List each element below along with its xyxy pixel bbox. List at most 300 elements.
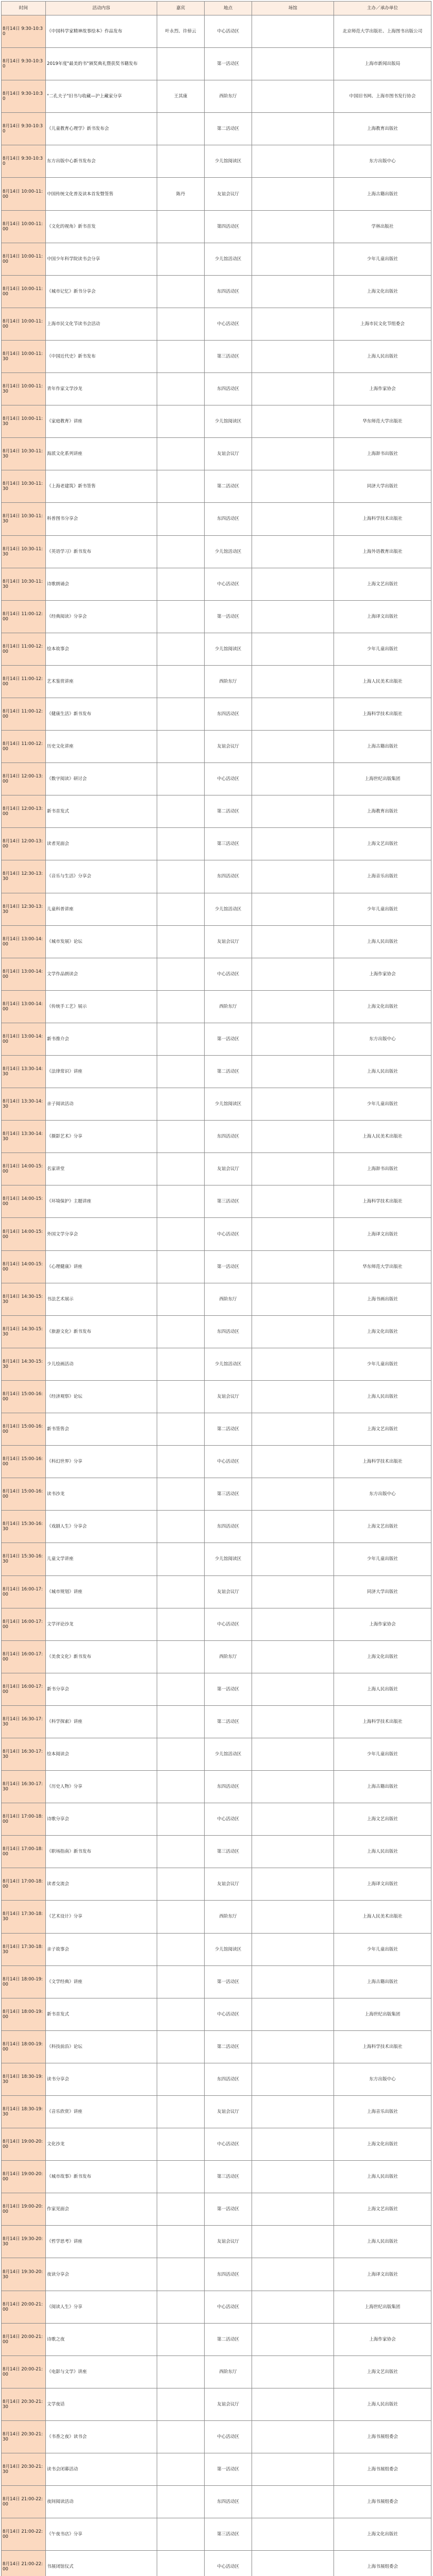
table-row [2, 210, 431, 243]
cell-time: 8月14日 17:30-18:30 [2, 1933, 46, 1965]
cell-venue [252, 535, 334, 568]
cell-guests [157, 860, 205, 893]
cell-organizer: 东方出版中心 [334, 1023, 431, 1055]
cell-venue [252, 405, 334, 438]
cell-venue [252, 470, 334, 503]
cell-activity: 2019年度"最美的书"颁奖典礼暨获奖书籍发布 [46, 48, 157, 80]
cell-organizer: 上海人民出版社 [334, 1836, 431, 1868]
cell-organizer: 上海人民出版社 [334, 340, 431, 372]
cell-location: 第一活动区 [205, 48, 252, 80]
cell-time: 8月14日 19:00-20:00 [2, 2193, 46, 2226]
cell-time: 8月14日 12:00-13:00 [2, 828, 46, 860]
cell-guests [157, 1933, 205, 1965]
cell-time: 8月14日 10:00-11:00 [2, 210, 46, 243]
cell-activity: 《科学探索》讲座 [46, 1705, 157, 1738]
table-row [2, 145, 431, 178]
cell-guests [157, 470, 205, 503]
cell-guests [157, 633, 205, 665]
cell-guests [157, 2096, 205, 2128]
cell-organizer: 上海文艺出版社 [334, 828, 431, 860]
cell-guests [157, 828, 205, 860]
cell-venue [252, 2486, 334, 2518]
table-row [2, 1705, 431, 1738]
cell-activity: 儿童文学讲座 [46, 1543, 157, 1575]
cell-time: 8月14日 21:00-22:00 [2, 2518, 46, 2551]
cell-activity: 《旅游文化》新书发布 [46, 1315, 157, 1348]
cell-location: 友谊会议厅 [205, 2226, 252, 2258]
table-row [2, 2388, 431, 2420]
cell-location: 友谊会议厅 [205, 438, 252, 470]
cell-guests [157, 1901, 205, 1933]
cell-organizer: 少年儿童出版社 [334, 893, 431, 925]
cell-venue [252, 373, 334, 405]
cell-guests [157, 340, 205, 372]
cell-activity: 《音乐与生活》分享会 [46, 860, 157, 893]
table-row [2, 1543, 431, 1575]
cell-time: 8月14日 9:30-10:30 [2, 145, 46, 178]
cell-venue [252, 1868, 334, 1901]
cell-time: 8月14日 10:00-11:30 [2, 340, 46, 372]
cell-venue [252, 1413, 334, 1446]
cell-venue [252, 80, 334, 113]
cell-activity: 读者见面会 [46, 828, 157, 860]
cell-venue [252, 2518, 334, 2551]
cell-activity: 文学作品朗读会 [46, 958, 157, 990]
cell-activity: 《职场指南》新书发布 [46, 1836, 157, 1868]
cell-location: 东四活动区 [205, 373, 252, 405]
cell-activity: 书法艺术展示 [46, 1283, 157, 1315]
cell-venue [252, 1771, 334, 1803]
table-row [2, 1901, 431, 1933]
cell-venue [252, 1088, 334, 1121]
table-row [2, 2486, 431, 2518]
cell-guests [157, 568, 205, 600]
cell-guests [157, 210, 205, 243]
table-row [2, 1218, 431, 1250]
cell-activity: 名家讲堂 [46, 1153, 157, 1185]
cell-organizer: 上海人民美术出版社 [334, 1901, 431, 1933]
cell-time: 8月14日 10:00-11:30 [2, 373, 46, 405]
table-row [2, 990, 431, 1023]
cell-organizer: 上海市民文化节组委会 [334, 308, 431, 340]
cell-venue [252, 763, 334, 795]
cell-time: 8月14日 15:30-16:30 [2, 1543, 46, 1575]
cell-venue [252, 1283, 334, 1315]
cell-venue [252, 503, 334, 535]
cell-location: 东四活动区 [205, 2258, 252, 2291]
cell-location: 西阶东厅 [205, 2355, 252, 2388]
cell-location: 中心活动区 [205, 568, 252, 600]
cell-location: 第三活动区 [205, 828, 252, 860]
cell-time: 8月14日 19:30-20:30 [2, 2226, 46, 2258]
cell-guests [157, 795, 205, 828]
cell-venue [252, 1023, 334, 1055]
cell-location: 中心活动区 [205, 1608, 252, 1640]
cell-time: 8月14日 20:00-21:00 [2, 2355, 46, 2388]
cell-time: 8月14日 10:30-11:30 [2, 438, 46, 470]
table-row [2, 860, 431, 893]
cell-activity: 读书会闭幕活动 [46, 2453, 157, 2486]
cell-venue [252, 1511, 334, 1543]
cell-venue [252, 665, 334, 698]
table-row [2, 1056, 431, 1088]
cell-venue [252, 1153, 334, 1185]
cell-location: 第三活动区 [205, 2518, 252, 2551]
cell-time: 8月14日 14:00-15:00 [2, 1250, 46, 1283]
cell-activity: 青年作家文学沙龙 [46, 373, 157, 405]
cell-location: 中心活动区 [205, 15, 252, 48]
table-row [2, 470, 431, 503]
table-row [2, 2030, 431, 2063]
table-row [2, 178, 431, 210]
cell-location: 第三活动区 [205, 340, 252, 372]
cell-guests [157, 1121, 205, 1153]
cell-activity: 历史文化讲座 [46, 731, 157, 763]
table-row [2, 2518, 431, 2551]
cell-organizer: 上海文艺出版社 [334, 2355, 431, 2388]
cell-location: 西阶东厅 [205, 80, 252, 113]
cell-time: 8月14日 17:00-18:00 [2, 1836, 46, 1868]
cell-activity: 《经济观察》论坛 [46, 1380, 157, 1413]
cell-organizer: 上海人民出版社 [334, 1380, 431, 1413]
cell-guests [157, 2226, 205, 2258]
cell-guests [157, 405, 205, 438]
cell-organizer: 上海人民美术出版社 [334, 1121, 431, 1153]
cell-venue [252, 2420, 334, 2453]
cell-organizer: 少年儿童出版社 [334, 1088, 431, 1121]
cell-guests [157, 665, 205, 698]
cell-time: 8月14日 9:30-10:30 [2, 48, 46, 80]
cell-guests [157, 1088, 205, 1121]
cell-time: 8月14日 11:00-12:00 [2, 600, 46, 633]
cell-location: 少儿馆活动区 [205, 893, 252, 925]
cell-activity: 《英语学习》新书发布 [46, 535, 157, 568]
cell-guests [157, 1218, 205, 1250]
cell-location: 少儿馆活动区 [205, 243, 252, 275]
cell-organizer: 上海文艺出版社 [334, 568, 431, 600]
cell-location: 东四活动区 [205, 1121, 252, 1153]
cell-venue [252, 828, 334, 860]
cell-guests [157, 2030, 205, 2063]
table-row [2, 1640, 431, 1673]
cell-location: 东四活动区 [205, 275, 252, 308]
cell-time: 8月14日 17:30-18:30 [2, 1901, 46, 1933]
cell-time: 8月14日 18:00-19:00 [2, 1998, 46, 2030]
table-row [2, 1868, 431, 1901]
cell-venue [252, 1543, 334, 1575]
cell-organizer: 上海文艺出版社 [334, 1413, 431, 1446]
cell-location: 东四活动区 [205, 2063, 252, 2095]
cell-organizer: 华东师范大学出版社 [334, 1250, 431, 1283]
cell-guests [157, 2063, 205, 2095]
cell-venue [252, 2323, 334, 2355]
table-row [2, 1998, 431, 2030]
cell-guests: 陈丹 [157, 178, 205, 210]
cell-organizer: 上海人民出版社 [334, 2226, 431, 2258]
table-row [2, 1511, 431, 1543]
table-row [2, 1348, 431, 1380]
cell-activity: 儿童科普讲座 [46, 893, 157, 925]
cell-activity: 诗歌朗诵会 [46, 568, 157, 600]
cell-location: 西阶东厅 [205, 1640, 252, 1673]
cell-guests [157, 535, 205, 568]
cell-venue [252, 568, 334, 600]
cell-location: 第一活动区 [205, 2453, 252, 2486]
cell-guests [157, 1543, 205, 1575]
cell-activity: 外国文学分享会 [46, 1218, 157, 1250]
cell-location: 东四活动区 [205, 698, 252, 730]
cell-venue [252, 1380, 334, 1413]
cell-time: 8月14日 14:30-15:30 [2, 1283, 46, 1315]
cell-organizer: 上海译文出版社 [334, 1868, 431, 1901]
cell-time: 8月14日 15:00-16:00 [2, 1478, 46, 1511]
cell-location: 第一活动区 [205, 600, 252, 633]
cell-location: 少儿馆阅读区 [205, 1933, 252, 1965]
table-row [2, 925, 431, 958]
table-row [2, 1283, 431, 1315]
table-row [2, 665, 431, 698]
cell-activity: 《数字阅读》研讨会 [46, 763, 157, 795]
cell-guests [157, 925, 205, 958]
cell-guests [157, 1153, 205, 1185]
cell-activity: 绘本阅读会 [46, 1738, 157, 1770]
cell-organizer: 上海科学技术出版社 [334, 1705, 431, 1738]
cell-organizer: 上海古籍出版社 [334, 1965, 431, 1998]
cell-organizer: 上海译文出版社 [334, 1218, 431, 1250]
cell-guests [157, 2486, 205, 2518]
cell-organizer: 上海人民出版社 [334, 2161, 431, 2193]
cell-venue [252, 795, 334, 828]
table-row [2, 698, 431, 730]
cell-location: 东四活动区 [205, 2486, 252, 2518]
cell-venue [252, 1315, 334, 1348]
cell-location: 少儿馆活动区 [205, 535, 252, 568]
cell-location: 东四活动区 [205, 1511, 252, 1543]
cell-activity: 艺术鉴赏讲座 [46, 665, 157, 698]
cell-venue [252, 438, 334, 470]
cell-guests [157, 1315, 205, 1348]
cell-activity: 新书首发式 [46, 1998, 157, 2030]
cell-time: 8月14日 12:30-13:30 [2, 860, 46, 893]
cell-activity: 《艺术设计》分享 [46, 1901, 157, 1933]
cell-time: 8月14日 11:00-12:00 [2, 698, 46, 730]
cell-venue [252, 1056, 334, 1088]
cell-venue [252, 958, 334, 990]
cell-activity: 《上海老建筑》新书签售 [46, 470, 157, 503]
cell-activity: 读书沙龙 [46, 1478, 157, 1511]
table-row [2, 893, 431, 925]
cell-venue [252, 2551, 334, 2576]
cell-location: 少儿馆阅读区 [205, 633, 252, 665]
cell-organizer: 上海文艺出版社 [334, 1803, 431, 1836]
cell-location: 第二活动区 [205, 2030, 252, 2063]
cell-activity: 夜读分享会 [46, 2258, 157, 2291]
cell-guests [157, 373, 205, 405]
cell-location: 第三活动区 [205, 1185, 252, 1218]
cell-location: 友谊会议厅 [205, 925, 252, 958]
table-row [2, 1380, 431, 1413]
cell-location: 中心活动区 [205, 1998, 252, 2030]
cell-time: 8月14日 20:30-21:30 [2, 2388, 46, 2420]
cell-time: 8月14日 10:00-11:00 [2, 308, 46, 340]
cell-activity: 《电影与文学》讲座 [46, 2355, 157, 2388]
cell-guests [157, 1056, 205, 1088]
cell-time: 8月14日 10:00-11:30 [2, 405, 46, 438]
cell-location: 第二活动区 [205, 1413, 252, 1446]
cell-activity: 《书香之夜》读书会 [46, 2420, 157, 2453]
cell-venue [252, 15, 334, 48]
cell-location: 第一活动区 [205, 1023, 252, 1055]
table-row [2, 731, 431, 763]
header-organizer: 主办／承办单位 [334, 2, 431, 15]
cell-location: 西阶东厅 [205, 1901, 252, 1933]
cell-time: 8月14日 13:30-14:30 [2, 1056, 46, 1088]
cell-guests [157, 1478, 205, 1511]
cell-guests [157, 1413, 205, 1446]
table-row [2, 2551, 431, 2576]
cell-location: 少儿馆阅读区 [205, 1088, 252, 1121]
cell-guests [157, 1965, 205, 1998]
table-row [2, 1933, 431, 1965]
header-guests: 嘉宾 [157, 2, 205, 15]
table-row [2, 275, 431, 308]
cell-activity: 《儿童教育心理学》新书发布会 [46, 113, 157, 145]
cell-guests [157, 308, 205, 340]
cell-time: 8月14日 12:00-13:00 [2, 763, 46, 795]
table-row [2, 2323, 431, 2355]
table-row [2, 308, 431, 340]
cell-organizer: 上海文化出版社 [334, 2128, 431, 2161]
cell-organizer: 上海人民美术出版社 [334, 665, 431, 698]
cell-venue [252, 178, 334, 210]
table-row [2, 2063, 431, 2095]
cell-location: 西阶东厅 [205, 1283, 252, 1315]
cell-activity: 文学评论沙龙 [46, 1608, 157, 1640]
cell-activity: 《摄影艺术》分享 [46, 1121, 157, 1153]
cell-venue [252, 243, 334, 275]
cell-location: 友谊会议厅 [205, 1153, 252, 1185]
cell-time: 8月14日 10:30-11:30 [2, 568, 46, 600]
cell-time: 8月14日 13:00-14:00 [2, 925, 46, 958]
cell-guests: 王其康 [157, 80, 205, 113]
cell-organizer: 东方出版中心 [334, 145, 431, 178]
cell-time: 8月14日 11:00-12:00 [2, 633, 46, 665]
table-row [2, 828, 431, 860]
cell-activity: 新书分享会 [46, 1673, 157, 1705]
cell-location: 第三活动区 [205, 1478, 252, 1511]
cell-guests [157, 2258, 205, 2291]
cell-guests [157, 893, 205, 925]
cell-activity: 《健康生活》新书发布 [46, 698, 157, 730]
cell-time: 8月14日 12:30-13:30 [2, 893, 46, 925]
cell-activity: 少儿绘画活动 [46, 1348, 157, 1380]
cell-time: 8月14日 10:00-11:00 [2, 243, 46, 275]
cell-activity: 《科技前沿》论坛 [46, 2030, 157, 2063]
cell-venue [252, 1478, 334, 1511]
cell-guests [157, 731, 205, 763]
table-row [2, 2161, 431, 2193]
cell-location: 东四活动区 [205, 860, 252, 893]
table-row [2, 2355, 431, 2388]
cell-venue [252, 2030, 334, 2063]
cell-venue [252, 1836, 334, 1868]
table-row [2, 48, 431, 80]
cell-venue [252, 1933, 334, 1965]
cell-venue [252, 48, 334, 80]
table-row [2, 1965, 431, 1998]
cell-organizer: 上海古籍出版社 [334, 178, 431, 210]
cell-guests [157, 2323, 205, 2355]
cell-venue [252, 1640, 334, 1673]
cell-activity: 《家庭教育》讲座 [46, 405, 157, 438]
cell-organizer: 学林出版社 [334, 210, 431, 243]
cell-venue [252, 1705, 334, 1738]
cell-activity: 《城市发展》论坛 [46, 925, 157, 958]
cell-time: 8月14日 13:30-14:30 [2, 1121, 46, 1153]
cell-activity: 亲子阅读活动 [46, 1088, 157, 1121]
cell-activity: 《科幻世界》分享 [46, 1446, 157, 1478]
cell-guests [157, 1836, 205, 1868]
cell-guests [157, 1283, 205, 1315]
cell-guests [157, 1446, 205, 1478]
cell-time: 8月14日 16:00-17:00 [2, 1673, 46, 1705]
cell-location: 中心活动区 [205, 1218, 252, 1250]
table-row [2, 568, 431, 600]
cell-organizer: 上海书展组委会 [334, 2420, 431, 2453]
cell-location: 第一活动区 [205, 2193, 252, 2226]
cell-guests [157, 2551, 205, 2576]
table-row [2, 535, 431, 568]
cell-guests [157, 1348, 205, 1380]
cell-time: 8月14日 14:00-15:00 [2, 1218, 46, 1250]
cell-time: 8月14日 10:30-11:30 [2, 535, 46, 568]
cell-organizer: 少年儿童出版社 [334, 1738, 431, 1770]
cell-organizer: 上海科学技术出版社 [334, 698, 431, 730]
cell-time: 8月14日 15:30-16:30 [2, 1511, 46, 1543]
cell-time: 8月14日 12:00-13:00 [2, 795, 46, 828]
cell-activity: 《历史人物》分享 [46, 1771, 157, 1803]
cell-activity: 《城市故事》新书发布 [46, 2161, 157, 2193]
header-venue: 场馆 [252, 2, 334, 15]
cell-time: 8月14日 20:30-21:30 [2, 2420, 46, 2453]
cell-guests [157, 503, 205, 535]
cell-guests [157, 1023, 205, 1055]
cell-location: 中心活动区 [205, 2128, 252, 2161]
cell-guests [157, 1771, 205, 1803]
cell-activity: 文化沙龙 [46, 2128, 157, 2161]
cell-activity: 《文学经典》讲座 [46, 1965, 157, 1998]
cell-location: 少儿馆活动区 [205, 1738, 252, 1770]
cell-organizer: 上海外语教育出版社 [334, 535, 431, 568]
cell-time: 8月14日 16:30-17:30 [2, 1771, 46, 1803]
cell-activity: 《哲学思考》讲座 [46, 2226, 157, 2258]
cell-activity: 书展闭馆仪式 [46, 2551, 157, 2576]
cell-venue [252, 2193, 334, 2226]
cell-time: 8月14日 21:00-22:00 [2, 2486, 46, 2518]
cell-time: 8月14日 13:00-14:00 [2, 1023, 46, 1055]
event-schedule-table [1, 1, 431, 2576]
cell-organizer: 上海文化出版社 [334, 1640, 431, 1673]
cell-activity: 文学夜话 [46, 2388, 157, 2420]
header-location: 地点 [205, 2, 252, 15]
cell-organizer: 上海书画出版社 [334, 1283, 431, 1315]
cell-activity: 读书分享会 [46, 2063, 157, 2095]
table-row [2, 2258, 431, 2291]
cell-location: 第二活动区 [205, 470, 252, 503]
cell-location: 少儿馆阅读区 [205, 405, 252, 438]
table-row [2, 1575, 431, 1608]
table-row [2, 2420, 431, 2453]
